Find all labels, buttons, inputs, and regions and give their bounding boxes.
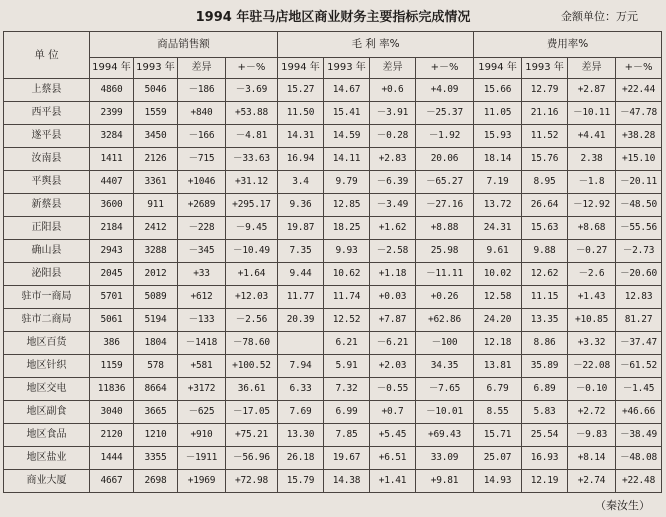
unit-column-header: 单 位 <box>4 32 90 79</box>
value-cell: 10.62 <box>324 263 370 286</box>
value-cell: +910 <box>178 424 226 447</box>
sub-header: 1993 年 <box>324 58 370 79</box>
value-cell: +581 <box>178 355 226 378</box>
value-cell: +9.81 <box>416 470 474 493</box>
value-cell: 15.76 <box>522 148 568 171</box>
value-cell: 36.61 <box>226 378 278 401</box>
sub-header: +－% <box>616 58 662 79</box>
table-row <box>4 263 662 286</box>
table-row <box>4 125 662 148</box>
table-row <box>4 470 662 493</box>
value-cell: +3172 <box>178 378 226 401</box>
value-cell: 8.95 <box>522 171 568 194</box>
value-cell: +4.41 <box>568 125 616 148</box>
value-cell: 2012 <box>134 263 178 286</box>
value-cell: 14.11 <box>324 148 370 171</box>
value-cell: 3355 <box>134 447 178 470</box>
unit-name-cell: 地区盐业 <box>4 447 90 470</box>
value-cell: 15.71 <box>474 424 522 447</box>
value-cell: +6.51 <box>370 447 416 470</box>
value-cell: －166 <box>178 125 226 148</box>
value-cell: 9.79 <box>324 171 370 194</box>
value-cell: －715 <box>178 148 226 171</box>
table-row <box>4 424 662 447</box>
value-cell: 18.25 <box>324 217 370 240</box>
value-cell: －9.83 <box>568 424 616 447</box>
value-cell: 34.35 <box>416 355 474 378</box>
value-cell: 24.20 <box>474 309 522 332</box>
sub-header: 1993 年 <box>134 58 178 79</box>
value-cell: +15.10 <box>616 148 662 171</box>
value-cell: －133 <box>178 309 226 332</box>
value-cell: 14.38 <box>324 470 370 493</box>
value-cell: 15.79 <box>278 470 324 493</box>
unit-name-cell: 商业大厦 <box>4 470 90 493</box>
value-cell: +2689 <box>178 194 226 217</box>
value-cell: －12.92 <box>568 194 616 217</box>
value-cell: 3.4 <box>278 171 324 194</box>
value-cell: 6.79 <box>474 378 522 401</box>
value-cell: 9.88 <box>522 240 568 263</box>
value-cell: +31.12 <box>226 171 278 194</box>
value-cell: 15.41 <box>324 102 370 125</box>
value-cell: －3.49 <box>370 194 416 217</box>
value-cell: －48.08 <box>616 447 662 470</box>
table-row <box>4 332 662 355</box>
value-cell: 11.77 <box>278 286 324 309</box>
value-cell: +0.7 <box>370 401 416 424</box>
value-cell: －37.47 <box>616 332 662 355</box>
value-cell: 15.27 <box>278 79 324 102</box>
value-cell: 9.93 <box>324 240 370 263</box>
sub-header: 1994 年 <box>474 58 522 79</box>
unit-name-cell: 平舆县 <box>4 171 90 194</box>
value-cell: +2.03 <box>370 355 416 378</box>
value-cell: 6.99 <box>324 401 370 424</box>
value-cell: +100.52 <box>226 355 278 378</box>
table-row <box>4 286 662 309</box>
value-cell: －6.39 <box>370 171 416 194</box>
value-cell: 13.30 <box>278 424 324 447</box>
value-cell: 12.58 <box>474 286 522 309</box>
value-cell: －345 <box>178 240 226 263</box>
value-cell: +72.98 <box>226 470 278 493</box>
value-cell: 12.62 <box>522 263 568 286</box>
value-cell: －65.27 <box>416 171 474 194</box>
expense-rate-group-header: 费用率% <box>474 32 662 58</box>
value-cell: －0.28 <box>370 125 416 148</box>
value-cell: 33.09 <box>416 447 474 470</box>
value-cell: 19.87 <box>278 217 324 240</box>
value-cell: 6.89 <box>522 378 568 401</box>
value-cell: +1.62 <box>370 217 416 240</box>
value-cell: 5089 <box>134 286 178 309</box>
amount-unit-note: 金额单位：万元 <box>561 10 638 23</box>
value-cell: 12.79 <box>522 79 568 102</box>
value-cell: +1046 <box>178 171 226 194</box>
value-cell: 1444 <box>90 447 134 470</box>
value-cell: 18.14 <box>474 148 522 171</box>
value-cell: +2.72 <box>568 401 616 424</box>
table-row <box>4 102 662 125</box>
value-cell: 386 <box>90 332 134 355</box>
value-cell: 4860 <box>90 79 134 102</box>
value-cell: 14.67 <box>324 79 370 102</box>
unit-name-cell: 确山县 <box>4 240 90 263</box>
value-cell: 14.59 <box>324 125 370 148</box>
value-cell: 7.35 <box>278 240 324 263</box>
value-cell: 21.16 <box>522 102 568 125</box>
value-cell: －7.65 <box>416 378 474 401</box>
unit-name-cell: 地区百货 <box>4 332 90 355</box>
value-cell: 12.83 <box>616 286 662 309</box>
sub-header: +－% <box>416 58 474 79</box>
table-row <box>4 217 662 240</box>
value-cell: 16.94 <box>278 148 324 171</box>
value-cell: 35.89 <box>522 355 568 378</box>
value-cell: －228 <box>178 217 226 240</box>
value-cell: 12.19 <box>522 470 568 493</box>
unit-name-cell: 驻市一商局 <box>4 286 90 309</box>
value-cell: 26.64 <box>522 194 568 217</box>
value-cell: +1969 <box>178 470 226 493</box>
value-cell: －2.73 <box>616 240 662 263</box>
value-cell: 20.06 <box>416 148 474 171</box>
value-cell: 24.31 <box>474 217 522 240</box>
value-cell: －78.60 <box>226 332 278 355</box>
value-cell: －10.11 <box>568 102 616 125</box>
value-cell: +10.85 <box>568 309 616 332</box>
unit-name-cell: 驻市二商局 <box>4 309 90 332</box>
unit-name-cell: 西平县 <box>4 102 90 125</box>
value-cell: +7.87 <box>370 309 416 332</box>
value-cell: －0.27 <box>568 240 616 263</box>
value-cell: 20.39 <box>278 309 324 332</box>
value-cell: +3.32 <box>568 332 616 355</box>
value-cell: 4407 <box>90 171 134 194</box>
table-row <box>4 148 662 171</box>
sub-header: 1993 年 <box>522 58 568 79</box>
value-cell: 9.61 <box>474 240 522 263</box>
value-cell: +12.03 <box>226 286 278 309</box>
value-cell: －11.11 <box>416 263 474 286</box>
value-cell: －3.69 <box>226 79 278 102</box>
value-cell: 14.93 <box>474 470 522 493</box>
value-cell: 2120 <box>90 424 134 447</box>
value-cell: 1411 <box>90 148 134 171</box>
value-cell: －10.49 <box>226 240 278 263</box>
value-cell: 13.81 <box>474 355 522 378</box>
value-cell: 7.69 <box>278 401 324 424</box>
value-cell: 2698 <box>134 470 178 493</box>
value-cell: 4667 <box>90 470 134 493</box>
table-row <box>4 378 662 401</box>
value-cell: 13.72 <box>474 194 522 217</box>
value-cell: +2.83 <box>370 148 416 171</box>
value-cell: 3665 <box>134 401 178 424</box>
value-cell: +295.17 <box>226 194 278 217</box>
table-row <box>4 194 662 217</box>
value-cell: 19.67 <box>324 447 370 470</box>
value-cell: －33.63 <box>226 148 278 171</box>
value-cell: +1.43 <box>568 286 616 309</box>
value-cell: 5.83 <box>522 401 568 424</box>
value-cell: +2.74 <box>568 470 616 493</box>
value-cell: －61.52 <box>616 355 662 378</box>
value-cell: －1911 <box>178 447 226 470</box>
value-cell: 2184 <box>90 217 134 240</box>
sub-header: 差异 <box>178 58 226 79</box>
sub-header: 差异 <box>370 58 416 79</box>
table-row <box>4 309 662 332</box>
value-cell: +22.44 <box>616 79 662 102</box>
value-cell: 11.05 <box>474 102 522 125</box>
value-cell: 1210 <box>134 424 178 447</box>
table-row <box>4 240 662 263</box>
value-cell: 10.02 <box>474 263 522 286</box>
value-cell: －1.92 <box>416 125 474 148</box>
report-title: 1994 年驻马店地区商业财务主要指标完成情况 <box>195 10 471 25</box>
value-cell: 2045 <box>90 263 134 286</box>
value-cell: +53.88 <box>226 102 278 125</box>
value-cell: +69.43 <box>416 424 474 447</box>
value-cell: 2412 <box>134 217 178 240</box>
value-cell: 1804 <box>134 332 178 355</box>
value-cell: 11836 <box>90 378 134 401</box>
value-cell: 15.63 <box>522 217 568 240</box>
value-cell: －1418 <box>178 332 226 355</box>
value-cell: －625 <box>178 401 226 424</box>
value-cell: －0.55 <box>370 378 416 401</box>
sub-header: 差异 <box>568 58 616 79</box>
value-cell: 2126 <box>134 148 178 171</box>
value-cell: 3450 <box>134 125 178 148</box>
value-cell <box>278 332 324 355</box>
value-cell: +5.45 <box>370 424 416 447</box>
value-cell: 5.91 <box>324 355 370 378</box>
value-cell: 15.93 <box>474 125 522 148</box>
value-cell: －55.56 <box>616 217 662 240</box>
value-cell: 12.18 <box>474 332 522 355</box>
indicator-table <box>3 31 662 493</box>
value-cell: －2.58 <box>370 240 416 263</box>
value-cell: －4.81 <box>226 125 278 148</box>
value-cell: +1.41 <box>370 470 416 493</box>
unit-name-cell: 地区副食 <box>4 401 90 424</box>
value-cell: 11.15 <box>522 286 568 309</box>
value-cell: －0.10 <box>568 378 616 401</box>
value-cell: +62.86 <box>416 309 474 332</box>
value-cell: －186 <box>178 79 226 102</box>
value-cell: 2943 <box>90 240 134 263</box>
value-cell: －1.45 <box>616 378 662 401</box>
value-cell: 25.07 <box>474 447 522 470</box>
value-cell: －100 <box>416 332 474 355</box>
value-cell: +0.6 <box>370 79 416 102</box>
value-cell: 7.94 <box>278 355 324 378</box>
value-cell: 6.21 <box>324 332 370 355</box>
value-cell: －2.6 <box>568 263 616 286</box>
sales-group-header: 商品销售额 <box>90 32 278 58</box>
value-cell: 9.44 <box>278 263 324 286</box>
value-cell: －2.56 <box>226 309 278 332</box>
value-cell: 8664 <box>134 378 178 401</box>
value-cell: +0.26 <box>416 286 474 309</box>
value-cell: +1.18 <box>370 263 416 286</box>
value-cell: +612 <box>178 286 226 309</box>
value-cell: －6.21 <box>370 332 416 355</box>
value-cell: 3284 <box>90 125 134 148</box>
value-cell: +2.87 <box>568 79 616 102</box>
value-cell: －38.49 <box>616 424 662 447</box>
value-cell: 16.93 <box>522 447 568 470</box>
author-credit: （秦汝生） <box>595 499 650 512</box>
value-cell: 3361 <box>134 171 178 194</box>
value-cell: 13.35 <box>522 309 568 332</box>
value-cell: +1.64 <box>226 263 278 286</box>
value-cell: －20.11 <box>616 171 662 194</box>
value-cell: +8.68 <box>568 217 616 240</box>
value-cell: 5061 <box>90 309 134 332</box>
unit-name-cell: 泌阳县 <box>4 263 90 286</box>
value-cell: 12.85 <box>324 194 370 217</box>
value-cell: 578 <box>134 355 178 378</box>
value-cell: 3600 <box>90 194 134 217</box>
value-cell: 11.50 <box>278 102 324 125</box>
value-cell: 2399 <box>90 102 134 125</box>
value-cell: 25.54 <box>522 424 568 447</box>
unit-name-cell: 地区针织 <box>4 355 90 378</box>
value-cell: +4.09 <box>416 79 474 102</box>
unit-name-cell: 上蔡县 <box>4 79 90 102</box>
unit-name-cell: 汝南县 <box>4 148 90 171</box>
value-cell: －10.01 <box>416 401 474 424</box>
value-cell: －17.05 <box>226 401 278 424</box>
value-cell: －25.37 <box>416 102 474 125</box>
value-cell: 5046 <box>134 79 178 102</box>
value-cell: －1.8 <box>568 171 616 194</box>
value-cell: －22.08 <box>568 355 616 378</box>
value-cell: +38.28 <box>616 125 662 148</box>
table-row <box>4 355 662 378</box>
value-cell: 2.38 <box>568 148 616 171</box>
value-cell: －47.78 <box>616 102 662 125</box>
value-cell: 15.66 <box>474 79 522 102</box>
value-cell: 911 <box>134 194 178 217</box>
value-cell: +33 <box>178 263 226 286</box>
table-row <box>4 79 662 102</box>
value-cell: －9.45 <box>226 217 278 240</box>
value-cell: 1159 <box>90 355 134 378</box>
value-cell: －27.16 <box>416 194 474 217</box>
value-cell: 14.31 <box>278 125 324 148</box>
sub-header: +－% <box>226 58 278 79</box>
value-cell: 26.18 <box>278 447 324 470</box>
value-cell: 3040 <box>90 401 134 424</box>
value-cell: 12.52 <box>324 309 370 332</box>
value-cell: －20.60 <box>616 263 662 286</box>
value-cell: +46.66 <box>616 401 662 424</box>
value-cell: +22.48 <box>616 470 662 493</box>
value-cell: 7.32 <box>324 378 370 401</box>
unit-name-cell: 新蔡县 <box>4 194 90 217</box>
value-cell: 7.85 <box>324 424 370 447</box>
table-row <box>4 401 662 424</box>
value-cell: 11.52 <box>522 125 568 148</box>
value-cell: 7.19 <box>474 171 522 194</box>
value-cell: 8.86 <box>522 332 568 355</box>
value-cell: 3288 <box>134 240 178 263</box>
value-cell: 25.98 <box>416 240 474 263</box>
value-cell: +75.21 <box>226 424 278 447</box>
table-row <box>4 447 662 470</box>
value-cell: 5194 <box>134 309 178 332</box>
value-cell: 8.55 <box>474 401 522 424</box>
value-cell: 9.36 <box>278 194 324 217</box>
value-cell: －56.96 <box>226 447 278 470</box>
unit-name-cell: 遂平县 <box>4 125 90 148</box>
value-cell: 1559 <box>134 102 178 125</box>
unit-name-cell: 地区食品 <box>4 424 90 447</box>
value-cell: +8.14 <box>568 447 616 470</box>
value-cell: 81.27 <box>616 309 662 332</box>
table-row <box>4 171 662 194</box>
value-cell: +8.88 <box>416 217 474 240</box>
value-cell: 11.74 <box>324 286 370 309</box>
value-cell: －3.91 <box>370 102 416 125</box>
value-cell: 5701 <box>90 286 134 309</box>
value-cell: 6.33 <box>278 378 324 401</box>
gross-margin-group-header: 毛 利 率% <box>278 32 474 58</box>
value-cell: －48.50 <box>616 194 662 217</box>
value-cell: +0.03 <box>370 286 416 309</box>
sub-header: 1994 年 <box>278 58 324 79</box>
unit-name-cell: 地区交电 <box>4 378 90 401</box>
sub-header: 1994 年 <box>90 58 134 79</box>
unit-name-cell: 正阳县 <box>4 217 90 240</box>
value-cell: +840 <box>178 102 226 125</box>
